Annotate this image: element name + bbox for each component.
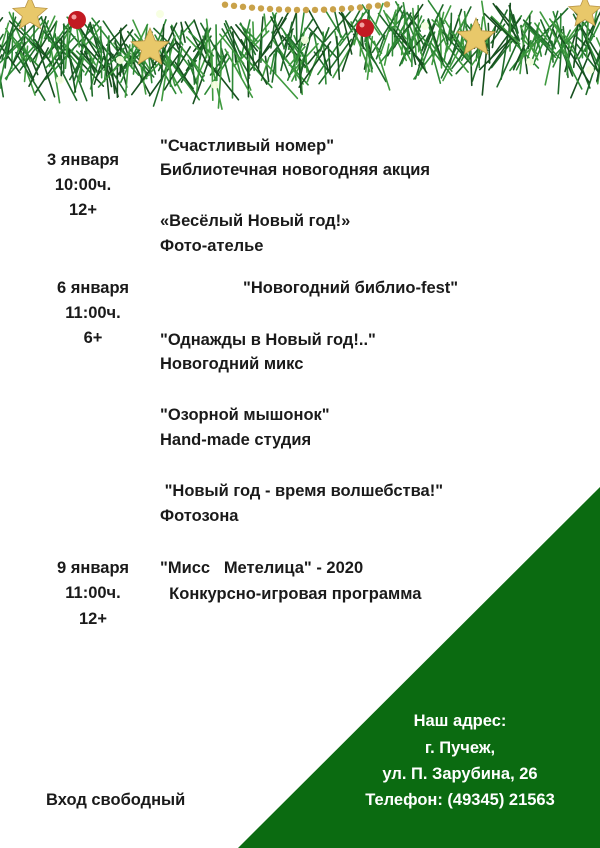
address-street: ул. П. Зарубина, 26 (382, 765, 538, 783)
bead-icon (294, 7, 300, 13)
bead-icon (348, 5, 354, 11)
bead-icon (339, 6, 345, 12)
date-jan-6: 6 января (57, 279, 129, 297)
age-jan-3: 12+ (69, 201, 97, 219)
light-icon (211, 81, 219, 89)
bead-icon (231, 3, 237, 9)
event-subtitle: Новогодний микс (160, 355, 304, 373)
address-phone: Телефон: (49345) 21563 (365, 791, 555, 809)
event-subtitle: Библиотечная новогодняя акция (160, 161, 431, 179)
bead-icon (249, 4, 255, 10)
event-title: "Счастливый номер" (160, 137, 335, 155)
address-heading: Наш адрес: (413, 712, 507, 730)
bead-icon (303, 7, 309, 13)
bead-icon (321, 7, 327, 13)
free-entry-note: Вход свободный (46, 791, 186, 809)
bead-icon (366, 3, 372, 9)
bead-icon (384, 1, 390, 7)
event-subtitle: Фото-ателье (160, 237, 264, 255)
event-title: "Мисс Метелица" - 2020 (160, 559, 364, 577)
bead-icon (357, 4, 363, 10)
time-jan-6: 11:00ч. (65, 304, 121, 322)
event-subtitle: Фотозона (160, 507, 239, 525)
age-jan-9: 12+ (79, 610, 107, 628)
bead-icon (276, 6, 282, 12)
bead-icon (330, 6, 336, 12)
event-title: «Весёлый Новый год!» (160, 212, 351, 230)
time-jan-9: 11:00ч. (65, 584, 121, 602)
bead-icon (258, 5, 264, 11)
bead-icon (375, 2, 381, 8)
ornament-ball-icon (68, 11, 86, 29)
pine-garland-icon (0, 0, 600, 140)
event-title: "Озорной мышонок" (160, 406, 330, 424)
event-subtitle: Конкурсно-игровая программа (160, 585, 422, 603)
fest-heading: "Новогодний библио-fest" (243, 279, 459, 297)
light-icon (116, 56, 124, 64)
ornament-ball-icon (356, 19, 374, 37)
age-jan-6: 6+ (83, 329, 103, 347)
light-icon (421, 22, 429, 30)
date-jan-3: 3 января (47, 151, 119, 169)
event-title: "Однажды в Новый год!.." (160, 331, 376, 349)
light-icon (586, 66, 594, 74)
time-jan-3: 10:00ч. (54, 176, 112, 194)
light-icon (301, 36, 309, 44)
event-title: "Новый год - время волшебства!" (160, 482, 444, 500)
bead-icon (240, 4, 246, 10)
bead-icon (267, 6, 273, 12)
light-icon (156, 10, 164, 18)
date-jan-9: 9 января (57, 559, 129, 577)
address-city: г. Пучеж, (424, 739, 496, 757)
bead-icon (312, 7, 318, 13)
light-icon (526, 58, 534, 66)
bead-icon (222, 1, 228, 7)
light-icon (56, 76, 64, 84)
bead-icon (285, 7, 291, 13)
event-subtitle: Hand-made студия (160, 431, 312, 449)
